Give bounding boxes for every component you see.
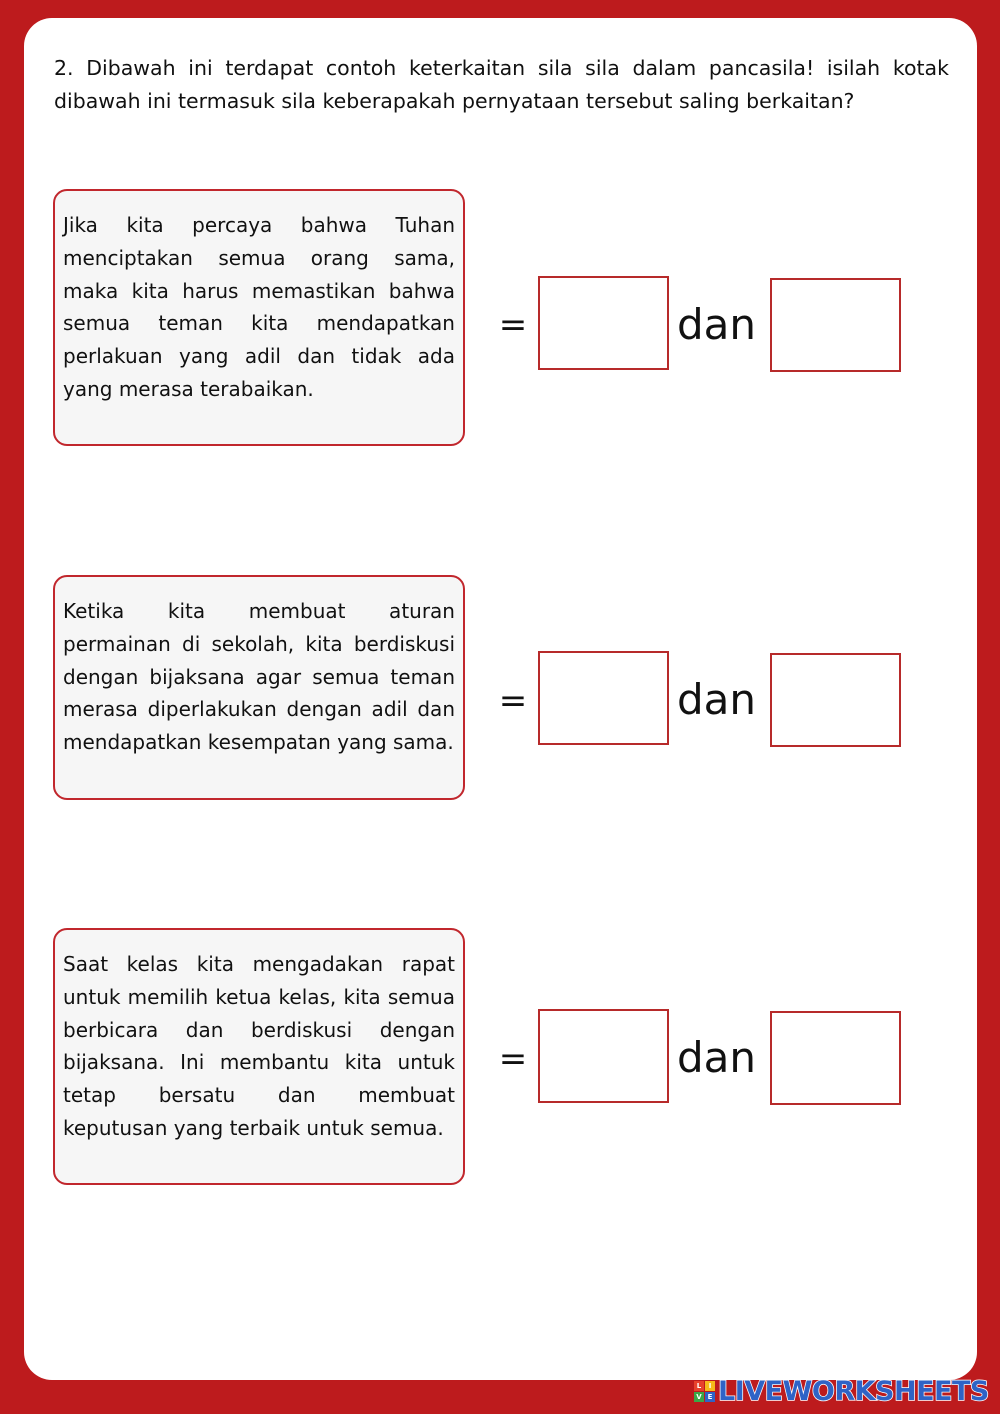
connector-dan-2: dan bbox=[677, 675, 757, 724]
equals-sign-1: = bbox=[498, 305, 528, 345]
liveworksheets-logo bbox=[694, 1376, 989, 1406]
answer-box-1b[interactable] bbox=[770, 278, 901, 372]
statement-text-2: Ketika kita membuat aturan permainan di sekolah, kita berdiskusi dengan bijaksana agar semua teman merasa diperlakukan dengan adil dan mendapatkan kesempatan yang sama. bbox=[63, 599, 455, 755]
answer-box-2a[interactable] bbox=[538, 651, 669, 745]
question-text: 2. Dibawah ini terdapat contoh keterkaitan sila sila dalam pancasila! isilah kotak dibawah ini termasuk sila keberapakah pernyataan tersebut saling berkaitan? bbox=[54, 56, 949, 113]
answer-box-3b[interactable] bbox=[770, 1011, 901, 1105]
logo-text: LIVEWORKSHEETS bbox=[718, 1375, 989, 1407]
statement-box-1 bbox=[53, 189, 465, 446]
logo-mark-icon bbox=[694, 1381, 715, 1402]
answer-box-2b[interactable] bbox=[770, 653, 901, 747]
answer-box-1a[interactable] bbox=[538, 276, 669, 370]
logo-mark-letter: I bbox=[705, 1381, 715, 1391]
logo-mark-letter: V bbox=[694, 1392, 704, 1402]
logo-mark-letter: L bbox=[694, 1381, 704, 1391]
statement-box-3 bbox=[53, 928, 465, 1185]
connector-dan-1: dan bbox=[677, 300, 757, 349]
statement-text-3: Saat kelas kita mengadakan rapat untuk memilih ketua kelas, kita semua berbicara dan berdiskusi dengan bijaksana. Ini membantu kita untuk tetap bersatu dan membuat keputusan yang terbaik untuk semua. bbox=[63, 952, 455, 1140]
equals-sign-2: = bbox=[498, 681, 528, 721]
statement-text-1: Jika kita percaya bahwa Tuhan menciptakan semua orang sama, maka kita harus memastikan bahwa semua teman kita mendapatkan perlakuan yang adil dan tidak ada yang merasa terabaikan. bbox=[63, 213, 455, 401]
answer-box-3a[interactable] bbox=[538, 1009, 669, 1103]
connector-dan-3: dan bbox=[677, 1033, 757, 1082]
equals-sign-3: = bbox=[498, 1039, 528, 1079]
logo-mark-letter: E bbox=[705, 1392, 715, 1402]
statement-box-2 bbox=[53, 575, 465, 800]
